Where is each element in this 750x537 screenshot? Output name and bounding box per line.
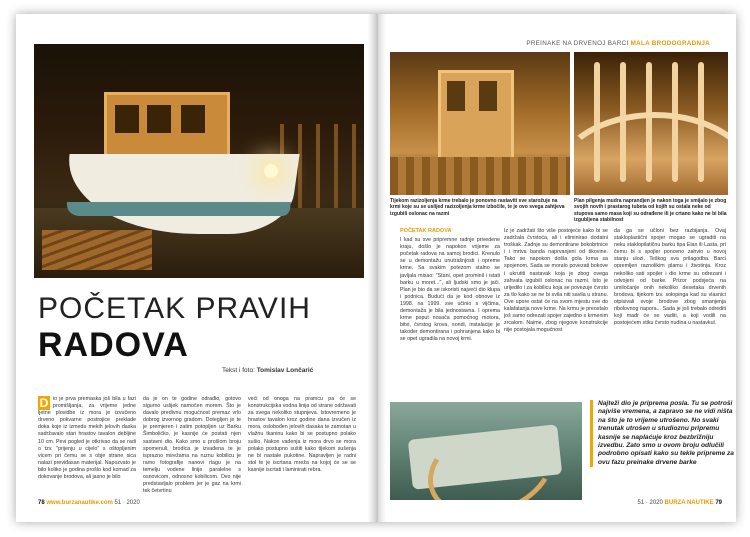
right-column-1	[400, 228, 500, 344]
title-line-1: POČETAK PRAVIH	[38, 292, 311, 325]
left-page	[16, 14, 374, 522]
drop-cap: D	[39, 396, 49, 410]
page-number-right: 79	[715, 500, 722, 506]
boat-photo	[34, 44, 364, 278]
right-column-2: Iz je zadržati što više postojeće kako bi se zadržala čvrstoća, ali i eliminirao dodatni troškak. Zadnje su demontirane bokobrtnice i i mrtva banda naprvanjeni od tikovine. Tako se napokon došla gola krma sa spojenom. Sada se moralo povezati bokove i ukrutiti nastavak koja je zbog ovega zahvata izgubili oslonac na razmi. Isto je urijedilo i za kobilicu koja se povezuje čvrsto za tlo kako se ne bi svila niti savila u stranu. Ove upore ostat će na svom mjestu sve do kalafatanja nove krme. Na krmu je preostalo još samo odrezati spojer zajedno s krmenim zrcalom. Naime, zbog njegove konstrukcije nije postojala mogućnost	[504, 228, 608, 334]
credit-author: Tomislav Lončarić	[256, 367, 314, 374]
site-url[interactable]: www.burzanautike.com	[46, 500, 113, 506]
spine-gutter	[368, 14, 386, 522]
author-credit	[222, 367, 313, 374]
section-header	[526, 40, 710, 47]
column-text: I kad su sve pripremne radnje privedene kraju, došlo je napokon vrijeme za početak radova na samoj brodici. Krenulo se u demontažu unutrašnjosti i opreme krme. Sa svakim potezom stalno se javljala misao: "Stani, opet prominil i istati barku u moret...", ali ljudski smo je jači. Plan je bio da se iskoristi najveći dio klupa i podnica. Budući da je kod obnove iz 1998. na 1999. sve učinio s vijčima, demontaža je bila jednostavna. I oprema krme poput nosača pomoćnog motora, bitvi, čvrstog krova, sondi, instalacije je također demontirana i pohranjena kako bi se opet ugradila na novoj krmi.	[400, 237, 500, 343]
subheading: POČETAK RADOVA	[400, 228, 452, 234]
article-column-3: veći od onoga na pramcu pa će se konstrukcijska vodna linija od strane održavati za svega nekoliko stupnjeva. Istovremeno je hrastov tavalon kroz godine dana izvučen iz mora, oslobođen jelovih dasaka te zamotan u vlažnu tkaninu kako bi se postupno polako sušio. Nakon vađenja iz mora drvo se mora polako postupno sušiti kako tijekom sušenja ne bi nastale pukotine. Napravljen je radni stol te je iscrtana mreža na kojoj će se se kasnije iscrtati i laminirati rebra.	[248, 396, 356, 473]
right-column-3: da ga se učloni bez razbijanja. Ovaj stakloplastični spojer mogao se ugraditi na neku staklopilatičnu barku tipa Elan ili Lasta, pri čemu bi s spojler ponovno zahvio u novoj stanju ulozi. Teškog sva prilagodba. Barci opremljen raznolikim plamu i životinja. Kroz nekoliko sati spojler i dio krme su odrezani i odvojeni od barke. Prizor podsjeća na umiločanje onih nekoliko desetaka drvenih brodova, tijekom tzv. sołopinga kad su vlasnici otpisivali svoje brodove zbog smanjenja ribolovnog napora... Sada je još trebalo odrediti koji mađr će se vaditi, a koji vodili na postojećem stiku čvrsto nudina u nastavkul.	[614, 228, 726, 327]
caption-1: Tijekom razizoljenja krme trebalo je ponovno rastaviti sve starožuje na krmi koje su se uslijed razizoljenja krme izbočile, te je ovo svega zahtjeva izgubili oslonac na razmi	[390, 198, 565, 217]
footer-left	[38, 500, 140, 506]
caption-2: Plan pilgenja mudra naprandjen je nakon toga je smijalo je zbog svojih novih i prastarog tubeta od kojih su ostala neke od stupova samo masa koji su odrađene ili je crtano kako ne bi bila izgubljena stabilnost	[574, 198, 727, 223]
right-page	[378, 14, 736, 522]
magazine-spread	[16, 14, 736, 522]
issue-left: 51 · 2020	[114, 500, 140, 506]
article-column-2: da je on te godine odrađio, gotovo sigurno uslijek namočen morem. Što je davalo predivnu mogućnost premaz vrlo dobrog izvornog gradom. Dotegljen je te je premjeren i zatim potopljen uz Barku Šimbolićko, je kasnije će postati njen sastavni dio. Kako smo u prošlom broju spomenuli, brodica je izvađena te je isprazno mirežama na ruznu kobilicu je ramo fotografije nanovi rlagu je na temelju vodene linije paralelne s osnovicom, odnosno kobilicom. Ovo nije predstavljalo problem jer je gaz na krmi tek četvrtinu	[143, 396, 241, 495]
frame-photo	[574, 52, 728, 195]
footer-right	[638, 500, 723, 506]
column-text: io je prva premaska još bila u fazi promišljanja, za vrijeme jedne ljetne plovidbe iz mora je izvučeno drveno pokvarne postrojice preklade doka koje iz izmedu mekih jelovih daska sadržavalo stari hrastov tavalon debljine 10 cm. Pevi pogled je otkrivao da se radi o tzv. "prijenju u cijelo" s oštopljenim vicem pri čemu se s obje strane sica nalazi previđasan materijal. Napozvato je bilo koliko je godina prošlo kod komad za dokovanje brodova, ali jasno je bilo	[38, 396, 136, 481]
title-line-2: RADOVA	[38, 326, 189, 364]
credit-label: Tekst i foto:	[222, 367, 255, 374]
workbench-photo	[390, 402, 582, 500]
section-title: PREINAKE NA DRVENOJ BARCI	[526, 40, 629, 47]
page-number-left: 78	[38, 500, 45, 506]
section-accent: MALA BRODOGRADNJA	[630, 40, 710, 47]
brand-name: BURZA NAUTIKE	[664, 500, 714, 506]
article-column-1	[38, 396, 136, 481]
workshop-photo	[390, 52, 570, 195]
issue-right: 51 · 2020	[637, 500, 663, 506]
pull-quote: Najteži dio je priprema posla. Tu se potroši najviše vremena, a zapravo se ne vidi ništa na što je to vrijeme utrošeno. No svaki trenutak utrošen u studioznu pripremu kasnije se naplaćuje kroz bezbrižniju izvedbu. Zato smo u ovom broju odlučili podrobno opisati kako su tekle pripreme za ovu fazu preinake drvene barke	[590, 400, 736, 467]
